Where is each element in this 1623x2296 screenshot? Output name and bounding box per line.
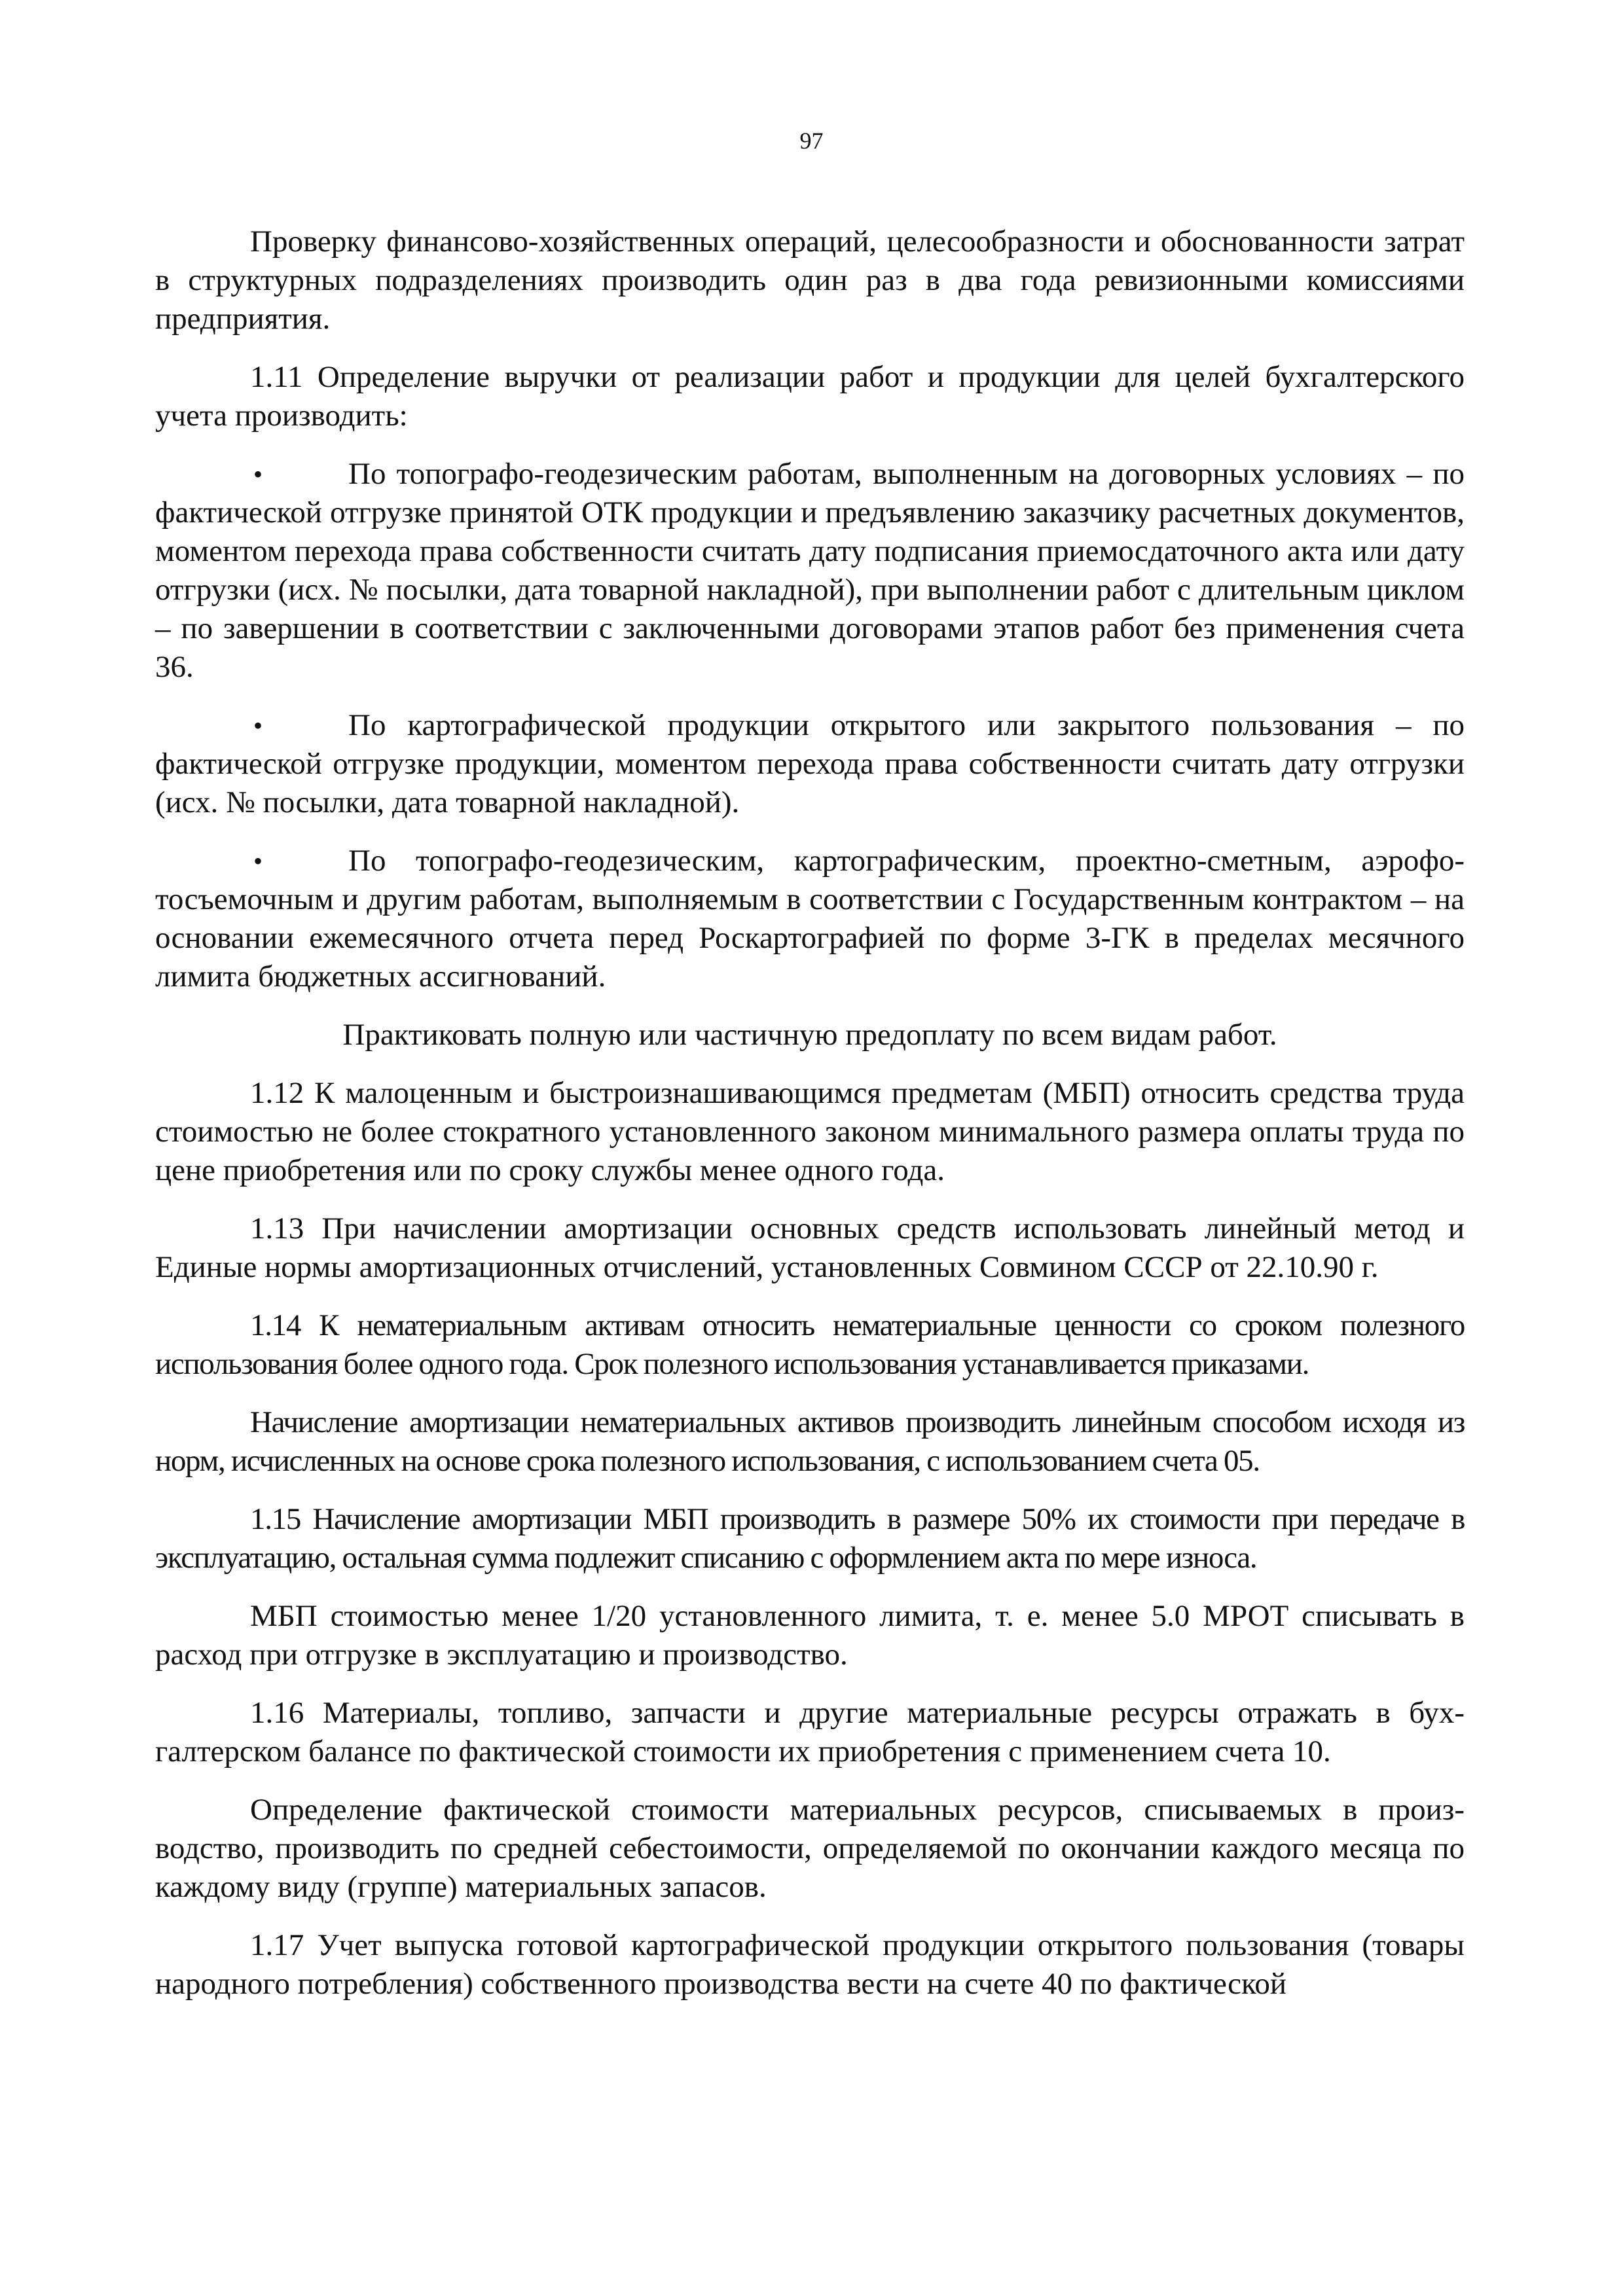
paragraph-audit: Проверку финансово-хозяйственных операций, целесообразности и обоснованности затрат в структурных подразделениях производить один раз в два года ревизионными комиссиями предприятия. xyxy=(155,224,1465,336)
paragraph-1-17: 1.17 Учет выпуска готовой картографической продукции открытого пользования (товары народного потребления) собственного производства вести на счете 40 по фактической xyxy=(155,1928,1465,2001)
list-item-text: По топографо-геодезическим работам, выполненным на договорных условиях – по фактической отгрузке принятой ОТК продукции и предъявлению заказчику расчетных документов, моментом перехода права собственности считать дату подписания приемосдаточного акта или дату отгрузки (исх. № посылки, дата товарной накладной), при выполнении работ с длительным циклом – по завершении в соответствии с заключенными договорами этапов работ без применения счета 36. xyxy=(155,457,1465,684)
paragraph-1-14: 1.14 К нематериальным активам относить нематериальные ценности со сроком полезного использования более одного года. Срок полезного использования устанавливается приказами. xyxy=(155,1308,1465,1381)
list-item-cartographic xyxy=(155,706,1465,822)
paragraph-prepayment: Практиковать полную или частичную предоплату по всем видам работ. xyxy=(342,1018,1277,1052)
bullet-icon: • xyxy=(253,846,263,876)
page-number: 97 xyxy=(799,128,824,154)
list-item-text: По топографо-геодезическим, картографическим, проектно-сметным, аэрофотосъемочным и другим работам, выполняемым в соответствии с Государственным контрактом – на основании ежемесячного отчета перед Роскартографией по форме 3-ГК в пределах месячного лимита бюджетных ассигнований. xyxy=(155,844,1465,994)
paragraph-1-16: 1.16 Материалы, топливо, запчасти и другие материальные ресурсы отражать в бухгалтерском балансе по фактической стоимости их приобретения с применением счета 10. xyxy=(155,1696,1465,1768)
bullet-icon: • xyxy=(253,459,263,489)
paragraph-1-13: 1.13 При начислении амортизации основных средств использовать линейный метод и Единые нормы амортизационных отчислений, установленных Совмином СССР от 22.10.90 г. xyxy=(155,1211,1465,1284)
list-item-topographic xyxy=(155,455,1465,687)
document-body xyxy=(155,223,1465,2023)
bullet-icon: • xyxy=(253,711,263,740)
paragraph-material-cost: Определение фактической стоимости материальных ресурсов, списываемых в производство, производить по средней себестоимости, определяемой по окончании каждого месяца по каждому виду (группе) материальных запасов. xyxy=(155,1793,1465,1904)
paragraph-1-11: 1.11 Определение выручки от реализации работ и продукции для целей бухгалтерского учета производить: xyxy=(155,360,1465,433)
paragraph-1-12: 1.12 К малоценным и быстроизнашивающимся предметам (МБП) относить средства труда стоимостью не более стократного установленного законом минимального размера оплаты труда по цене приобретения или по сроку службы менее одного года. xyxy=(155,1076,1465,1187)
paragraph-1-15: 1.15 Начисление амортизации МБП производить в размере 50% их стоимости при передаче в эксплуатацию, остальная сумма подлежит списанию с оформлением акта по мере износа. xyxy=(155,1502,1465,1575)
paragraph-intangible-amortization: Начисление амортизации нематериальных активов производить линейным способом исходя из норм, исчисленных на основе срока полезного использования, с использованием счета 05. xyxy=(155,1405,1465,1478)
list-item-text: По картографической продукции открытого или закрытого пользования – по фактической отгрузке продукции, моментом перехода права собственности считать дату отгрузки (исх. № посылки, дата товарной накладной). xyxy=(155,708,1465,819)
paragraph-mbp-writeoff: МБП стоимостью менее 1/20 установленного лимита, т. е. менее 5.0 МРОТ списывать в расход при отгрузке в эксплуатацию и производство. xyxy=(155,1599,1465,1672)
list-item-state-contract xyxy=(155,842,1465,996)
